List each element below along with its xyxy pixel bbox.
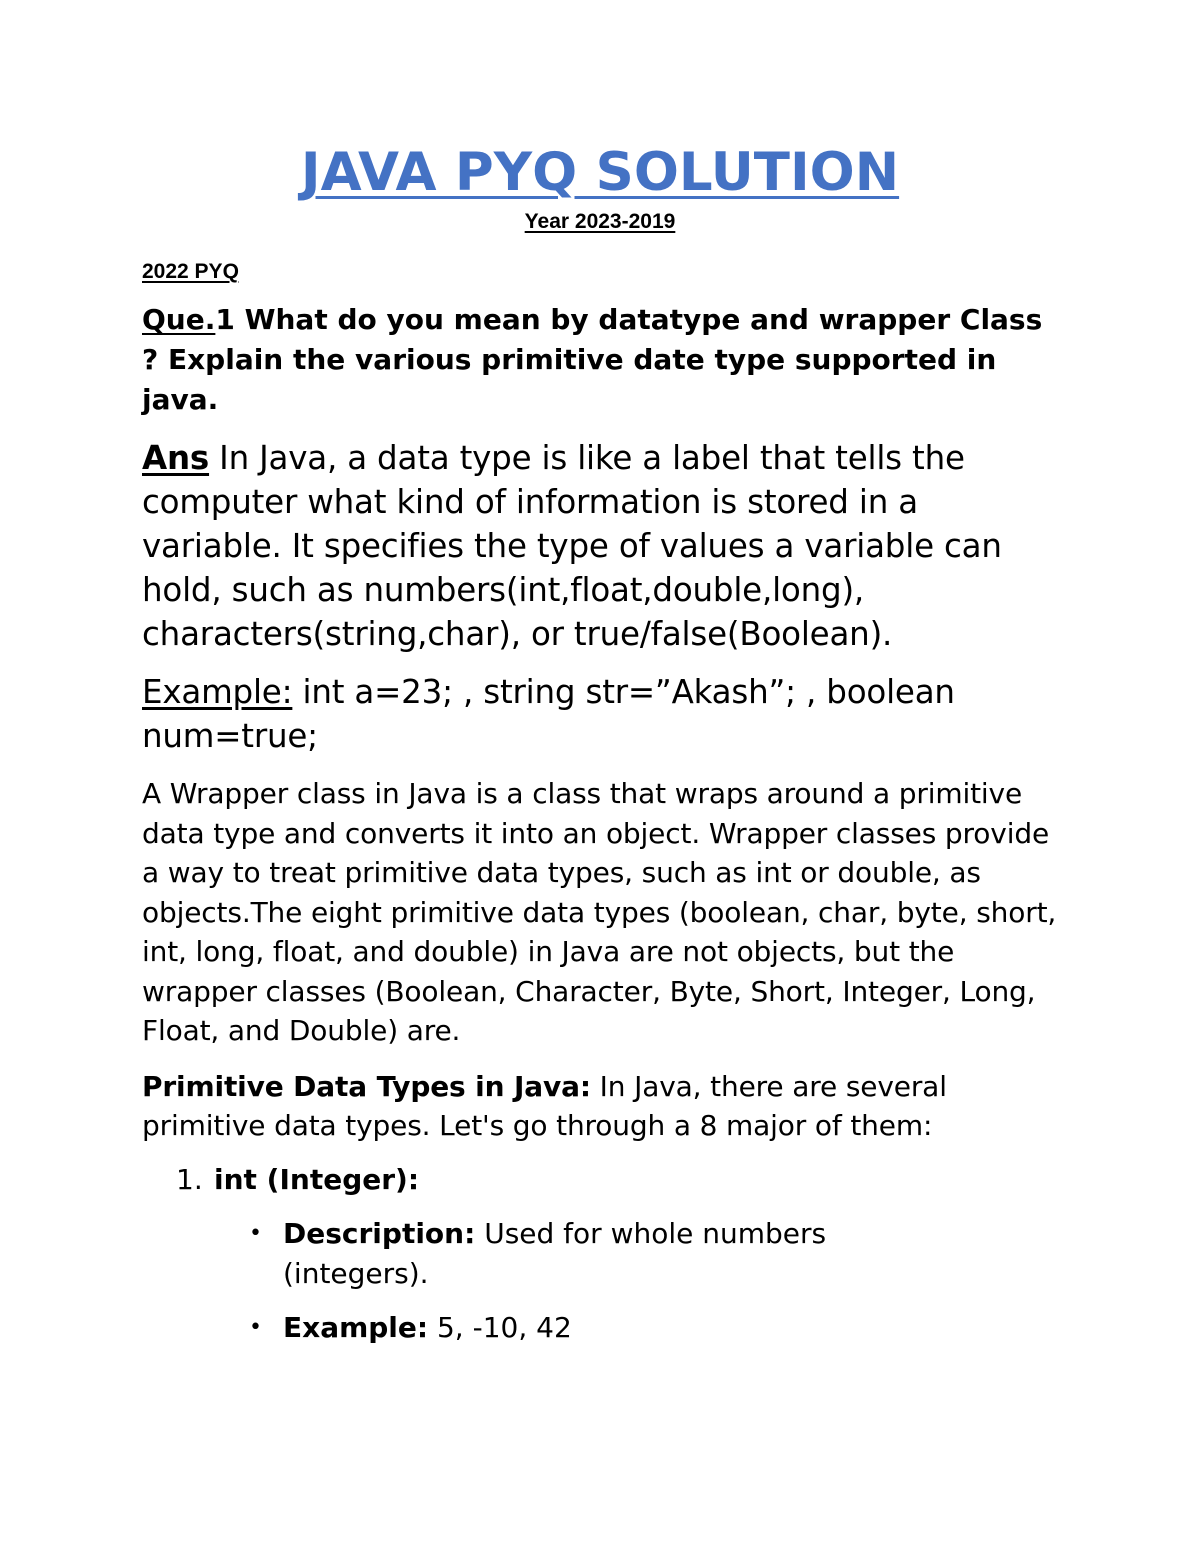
answer-text: In Java, a data type is like a label that tells the computer what kind of information is stored in a variable. It specifies the type of values a variable can hold, such as numbers(int,float,double,long), characters(string,char), or true/false(Boolean).	[142, 439, 1002, 653]
example-label: Example:	[142, 673, 293, 711]
bullet-item	[249, 1308, 923, 1348]
primitive-types-intro	[142, 1067, 1057, 1146]
bullet-icon: •	[249, 1314, 262, 1340]
section-heading	[142, 258, 1057, 286]
list-item-title: int (Integer):	[214, 1162, 420, 1196]
list-item-number: 1.	[176, 1162, 203, 1196]
answer-label: Ans	[142, 439, 210, 477]
answer-paragraph	[142, 436, 1057, 656]
primitive-types-label: Primitive Data Types in Java:	[142, 1069, 591, 1103]
example-paragraph	[142, 670, 1057, 758]
primitive-types-text: In Java, there are several primitive data types. Let's go through a 8 major of them:	[142, 1069, 947, 1142]
bullet-icon: •	[249, 1220, 262, 1246]
question-text: 1 What do you mean by datatype and wrapper Class ? Explain the various primitive date type supported in java.	[142, 303, 1043, 416]
bullet-text: Used for whole numbers (integers).	[283, 1216, 827, 1290]
question-label: Que.	[142, 303, 216, 336]
question-paragraph	[142, 300, 1057, 420]
document-title	[0, 142, 1200, 204]
list-item	[176, 1160, 1057, 1200]
title-text: JAVA PYQ SOLUTION	[300, 142, 900, 203]
bullet-label: Description:	[283, 1216, 476, 1250]
bullet-text: 5, -10, 42	[428, 1310, 572, 1344]
subtitle-text: Year 2023-2019	[524, 210, 676, 233]
wrapper-class-paragraph: A Wrapper class in Java is a class that wraps around a primitive data type and converts it into an object. Wrapper classes provide a way to treat primitive data types, such as int or double, as objects.The eight primitive data types (boolean, char, byte, short, int, long, float, and double) in Java are not objects, but the wrapper classes (Boolean, Character, Byte, Short, Integer, Long, Float, and Double) are.	[142, 777, 1057, 1047]
bullet-item	[249, 1214, 923, 1294]
bullet-label: Example:	[283, 1310, 429, 1344]
example-text: int a=23; , string str=”Akash”; , boolean num=true;	[142, 673, 955, 755]
document-content	[142, 142, 1057, 1348]
section-heading-text: 2022 PYQ	[142, 260, 239, 283]
document-subtitle	[0, 208, 1200, 236]
